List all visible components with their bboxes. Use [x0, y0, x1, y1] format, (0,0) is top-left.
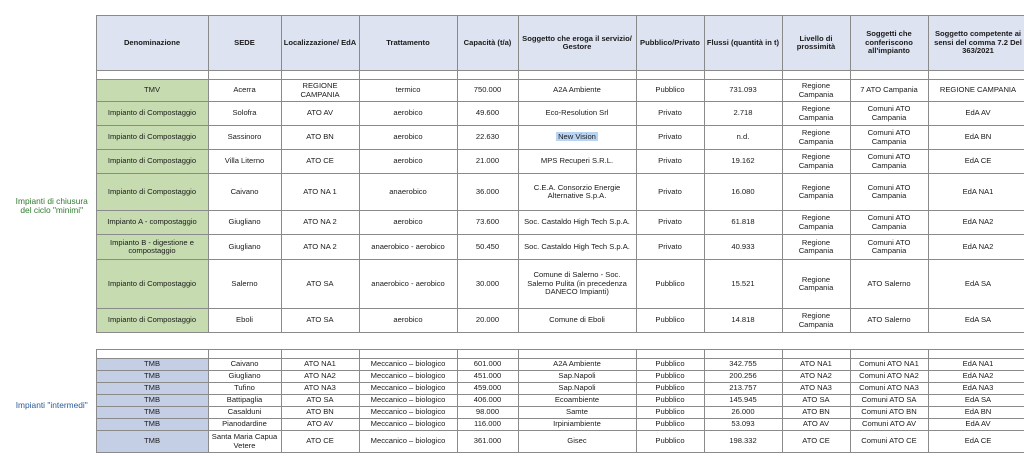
- table-cell: ATO NA2: [782, 371, 850, 383]
- table-cell: Impianto di Compostaggio: [96, 126, 208, 150]
- header-cell: Denominazione: [96, 16, 208, 71]
- table-row: [8, 102, 1024, 126]
- table-cell: ATO NA1: [782, 359, 850, 371]
- table-cell: EdA NA1: [928, 359, 1024, 371]
- table-cell: Comuni ATO SA: [850, 395, 928, 407]
- table-cell: 36.000: [457, 174, 518, 211]
- table-cell: Pubblico: [636, 80, 704, 102]
- spacer-cell: [636, 71, 704, 80]
- table-cell: ATO Salerno: [850, 309, 928, 333]
- table-cell: Comuni ATO Campania: [850, 211, 928, 235]
- spacer-cell: [96, 350, 208, 359]
- table-cell: ATO BN: [281, 126, 359, 150]
- table-row: [8, 174, 1024, 211]
- table-cell: EdA NA2: [928, 211, 1024, 235]
- table-cell: Battipaglia: [208, 395, 281, 407]
- table-cell: Privato: [636, 174, 704, 211]
- table-cell: Giugliano: [208, 211, 281, 235]
- table-cell: Acerra: [208, 80, 281, 102]
- table-cell: Regione Campania: [782, 260, 850, 309]
- table-cell: EdA NA2: [928, 371, 1024, 383]
- table-cell: ATO NA2: [281, 371, 359, 383]
- table-cell: A2A Ambiente: [518, 359, 636, 371]
- table-cell: [518, 126, 636, 150]
- table-cell: Caivano: [208, 174, 281, 211]
- header-cell: Livello di prossimità: [782, 16, 850, 71]
- spacer-cell: [457, 71, 518, 80]
- table-cell: Meccanico – biologico: [359, 359, 457, 371]
- table-cell: 198.332: [704, 431, 782, 453]
- table-cell: Regione Campania: [782, 102, 850, 126]
- table-cell: ATO CE: [281, 150, 359, 174]
- table-cell: aerobico: [359, 150, 457, 174]
- table-cell: EdA BN: [928, 126, 1024, 150]
- group-minimi-body: [8, 80, 1024, 333]
- table-row: [8, 383, 1024, 395]
- table-cell: Meccanico – biologico: [359, 407, 457, 419]
- table-cell: 16.080: [704, 174, 782, 211]
- table-cell: Pubblico: [636, 309, 704, 333]
- table-cell: 50.450: [457, 235, 518, 260]
- table-cell: ATO NA 1: [281, 174, 359, 211]
- table-cell: Regione Campania: [782, 309, 850, 333]
- table-cell: 200.256: [704, 371, 782, 383]
- table-cell: ATO AV: [281, 102, 359, 126]
- table-cell: 342.755: [704, 359, 782, 371]
- table-cell: Pubblico: [636, 359, 704, 371]
- table-cell: Impianto di Compostaggio: [96, 150, 208, 174]
- table-cell: MPS Recuperi S.R.L.: [518, 150, 636, 174]
- table-row: [8, 395, 1024, 407]
- table-cell: ATO SA: [281, 260, 359, 309]
- table-cell: EdA BN: [928, 407, 1024, 419]
- table-cell: Comuni ATO Campania: [850, 174, 928, 211]
- table-cell: 98.000: [457, 407, 518, 419]
- table-cell: ATO Salerno: [850, 260, 928, 309]
- table-cell: Sassinoro: [208, 126, 281, 150]
- table-row: [8, 359, 1024, 371]
- spacer-row: [8, 71, 1024, 80]
- table-cell: Sap.Napoli: [518, 383, 636, 395]
- table-cell: Comuni ATO Campania: [850, 102, 928, 126]
- table-cell: A2A Ambiente: [518, 80, 636, 102]
- table-cell: TMB: [96, 419, 208, 431]
- spacer-cell: [8, 71, 96, 80]
- table-cell: Regione Campania: [782, 150, 850, 174]
- table-cell: TMV: [96, 80, 208, 102]
- table-cell: ATO BN: [782, 407, 850, 419]
- table-cell: 361.000: [457, 431, 518, 453]
- table-cell: Regione Campania: [782, 126, 850, 150]
- table-cell: ATO CE: [281, 431, 359, 453]
- table-cell: 73.600: [457, 211, 518, 235]
- table-row: [8, 419, 1024, 431]
- table-cell: Privato: [636, 102, 704, 126]
- table-cell: Impianto di Compostaggio: [96, 102, 208, 126]
- table-cell: Tufino: [208, 383, 281, 395]
- table-cell: Eco-Resolution Srl: [518, 102, 636, 126]
- table-cell: 61.818: [704, 211, 782, 235]
- table-cell: 213.757: [704, 383, 782, 395]
- table-cell: Privato: [636, 126, 704, 150]
- table-cell: ATO CE: [782, 431, 850, 453]
- spacer-cell: [704, 71, 782, 80]
- table-cell: Regione Campania: [782, 174, 850, 211]
- table-cell: TMB: [96, 383, 208, 395]
- table-cell: anaerobico: [359, 174, 457, 211]
- spacer-cell: [281, 350, 359, 359]
- table-cell: termico: [359, 80, 457, 102]
- table-cell: Solofra: [208, 102, 281, 126]
- table-cell: Privato: [636, 235, 704, 260]
- table-cell: Comuni ATO NA3: [850, 383, 928, 395]
- table-cell: Casalduni: [208, 407, 281, 419]
- header-cell: Trattamento: [359, 16, 457, 71]
- spacer-cell: [518, 350, 636, 359]
- table-cell: EdA CE: [928, 150, 1024, 174]
- table-cell: Regione Campania: [782, 80, 850, 102]
- table-cell: ATO NA3: [782, 383, 850, 395]
- table-cell: Privato: [636, 150, 704, 174]
- table-row: [8, 371, 1024, 383]
- table-cell: 40.933: [704, 235, 782, 260]
- table-cell: REGIONE CAMPANIA: [928, 80, 1024, 102]
- spacer-cell: [518, 71, 636, 80]
- table-cell: Comuni ATO Campania: [850, 150, 928, 174]
- table-cell: Pubblico: [636, 407, 704, 419]
- spacer-cell: [359, 71, 457, 80]
- table-cell: 116.000: [457, 419, 518, 431]
- header-cell: Capacità (t/a): [457, 16, 518, 71]
- table-cell: Comuni ATO CE: [850, 431, 928, 453]
- spacer-cell: [96, 71, 208, 80]
- plants-table-minimi: [8, 15, 1024, 333]
- table-cell: REGIONE CAMPANIA: [281, 80, 359, 102]
- table-cell: 459.000: [457, 383, 518, 395]
- header-row: [8, 16, 1024, 71]
- table-cell: EdA NA1: [928, 174, 1024, 211]
- table-row: [8, 235, 1024, 260]
- table-cell: Meccanico – biologico: [359, 383, 457, 395]
- spacer-cell: [636, 350, 704, 359]
- table-cell: EdA NA2: [928, 235, 1024, 260]
- table-cell: EdA AV: [928, 102, 1024, 126]
- table-cell: 145.945: [704, 395, 782, 407]
- table-cell: 750.000: [457, 80, 518, 102]
- table-cell: Giugliano: [208, 235, 281, 260]
- table-cell: Regione Campania: [782, 235, 850, 260]
- table-cell: TMB: [96, 431, 208, 453]
- table-cell: TMB: [96, 407, 208, 419]
- table-cell: aerobico: [359, 126, 457, 150]
- table-cell: Impianto B - digestione e compostaggio: [96, 235, 208, 260]
- table-cell: Meccanico – biologico: [359, 371, 457, 383]
- table-row: [8, 126, 1024, 150]
- table-cell: Meccanico – biologico: [359, 395, 457, 407]
- table-cell: 14.818: [704, 309, 782, 333]
- table-cell: Impianto di Compostaggio: [96, 309, 208, 333]
- table-cell: Soc. Castaldo High Tech S.p.A.: [518, 211, 636, 235]
- table-cell: Impianto di Compostaggio: [96, 174, 208, 211]
- group-label: Impianti "intermedi": [8, 359, 96, 453]
- table-cell: Privato: [636, 211, 704, 235]
- table-cell: 19.162: [704, 150, 782, 174]
- table-cell: 451.000: [457, 371, 518, 383]
- table-row: [8, 260, 1024, 309]
- table-cell: ATO NA1: [281, 359, 359, 371]
- table-cell: ATO AV: [281, 419, 359, 431]
- table-cell: Comuni ATO NA2: [850, 371, 928, 383]
- table-cell: TMB: [96, 371, 208, 383]
- table-cell: ATO SA: [281, 309, 359, 333]
- spacer-cell: [8, 350, 96, 359]
- table-cell: Comuni ATO BN: [850, 407, 928, 419]
- table-cell: EdA SA: [928, 395, 1024, 407]
- table-cell: EdA SA: [928, 260, 1024, 309]
- table-cell: 26.000: [704, 407, 782, 419]
- table-row: [8, 407, 1024, 419]
- table-cell: EdA SA: [928, 309, 1024, 333]
- spacer-cell: [782, 350, 850, 359]
- table-cell: Impianto A - compostaggio: [96, 211, 208, 235]
- table-row: [8, 431, 1024, 453]
- table-cell: ATO BN: [281, 407, 359, 419]
- table-cell: Comuni ATO Campania: [850, 235, 928, 260]
- header-cell: Soggetto competente ai sensi del comma 7.2 Del 363/2021: [928, 16, 1024, 71]
- table-cell: 731.093: [704, 80, 782, 102]
- table-cell: Salerno: [208, 260, 281, 309]
- spacer-cell: [208, 71, 281, 80]
- table-cell: ATO NA 2: [281, 211, 359, 235]
- table-cell: 21.000: [457, 150, 518, 174]
- highlighted-text: New Vision: [558, 132, 596, 142]
- table-cell: ATO SA: [782, 395, 850, 407]
- table-cell: Pubblico: [636, 419, 704, 431]
- table-cell: Pianodardine: [208, 419, 281, 431]
- table-cell: 7 ATO Campania: [850, 80, 928, 102]
- table-cell: Eboli: [208, 309, 281, 333]
- table-cell: ATO SA: [281, 395, 359, 407]
- table-cell: Pubblico: [636, 383, 704, 395]
- table-cell: C.E.A. Consorzio Energie Alternative S.p.A.: [518, 174, 636, 211]
- spacer-cell: [281, 71, 359, 80]
- table-cell: Pubblico: [636, 395, 704, 407]
- table-cell: Comune di Salerno - Soc. Salerno Pulita (in precedenza DANECO Impianti): [518, 260, 636, 309]
- header-cell: Flussi (quantità in t): [704, 16, 782, 71]
- table-cell: ATO NA 2: [281, 235, 359, 260]
- table-cell: ATO AV: [782, 419, 850, 431]
- spacer-cell: [208, 350, 281, 359]
- table-cell: Pubblico: [636, 371, 704, 383]
- table-row: [8, 309, 1024, 333]
- table-cell: 601.000: [457, 359, 518, 371]
- table-cell: Impianto di Compostaggio: [96, 260, 208, 309]
- table-cell: aerobico: [359, 211, 457, 235]
- table-cell: Santa Maria Capua Vetere: [208, 431, 281, 453]
- group-intermedi-body: [8, 359, 1024, 453]
- table-cell: Villa Literno: [208, 150, 281, 174]
- table-cell: Pubblico: [636, 431, 704, 453]
- table-cell: Ecoambiente: [518, 395, 636, 407]
- spacer-cell: [928, 71, 1024, 80]
- table-cell: 30.000: [457, 260, 518, 309]
- table-cell: Caivano: [208, 359, 281, 371]
- table-cell: Comune di Eboli: [518, 309, 636, 333]
- spacer-cell: [850, 350, 928, 359]
- table-row: [8, 150, 1024, 174]
- table-cell: 49.600: [457, 102, 518, 126]
- table-cell: Regione Campania: [782, 211, 850, 235]
- header-cell: Pubblico/Privato: [636, 16, 704, 71]
- plants-table-intermedi: [8, 349, 1024, 453]
- header-cell: Localizzazione/ EdA: [281, 16, 359, 71]
- spacer-cell: [850, 71, 928, 80]
- table-row: [8, 211, 1024, 235]
- table-cell: anaerobico - aerobico: [359, 260, 457, 309]
- table-cell: Irpiniambiente: [518, 419, 636, 431]
- table-cell: 2.718: [704, 102, 782, 126]
- table-cell: EdA CE: [928, 431, 1024, 453]
- spacer-cell: [782, 71, 850, 80]
- table-cell: Samte: [518, 407, 636, 419]
- group-label: Impianti di chiusura del ciclo "minimi": [8, 80, 96, 333]
- spacer-cell: [359, 350, 457, 359]
- table-cell: TMB: [96, 359, 208, 371]
- spacer-cell: [704, 350, 782, 359]
- spacer-cell: [928, 350, 1024, 359]
- table-cell: anaerobico - aerobico: [359, 235, 457, 260]
- table-cell: 20.000: [457, 309, 518, 333]
- table-cell: 22.630: [457, 126, 518, 150]
- table-cell: Gisec: [518, 431, 636, 453]
- table-cell: Soc. Castaldo High Tech S.p.A.: [518, 235, 636, 260]
- header-cell: Soggetti che conferiscono all'impianto: [850, 16, 928, 71]
- table-cell: Sap.Napoli: [518, 371, 636, 383]
- table-cell: Comuni ATO AV: [850, 419, 928, 431]
- table-row: [8, 80, 1024, 102]
- header-cell: Soggetto che eroga il servizio/ Gestore: [518, 16, 636, 71]
- table-cell: 406.000: [457, 395, 518, 407]
- table-cell: Pubblico: [636, 260, 704, 309]
- header-cell: SEDE: [208, 16, 281, 71]
- spacer-row: [8, 350, 1024, 359]
- spacer-cell: [457, 350, 518, 359]
- table-cell: aerobico: [359, 102, 457, 126]
- table-cell: Meccanico – biologico: [359, 431, 457, 453]
- table-cell: aerobico: [359, 309, 457, 333]
- table-cell: EdA NA3: [928, 383, 1024, 395]
- table-cell: Comuni ATO NA1: [850, 359, 928, 371]
- table-cell: Comuni ATO Campania: [850, 126, 928, 150]
- table-cell: TMB: [96, 395, 208, 407]
- corner-cell: [8, 16, 96, 71]
- table-cell: Giugliano: [208, 371, 281, 383]
- table-cell: ATO NA3: [281, 383, 359, 395]
- table-cell: n.d.: [704, 126, 782, 150]
- table-cell: Meccanico – biologico: [359, 419, 457, 431]
- table-cell: 53.093: [704, 419, 782, 431]
- table-cell: 15.521: [704, 260, 782, 309]
- table-cell: EdA AV: [928, 419, 1024, 431]
